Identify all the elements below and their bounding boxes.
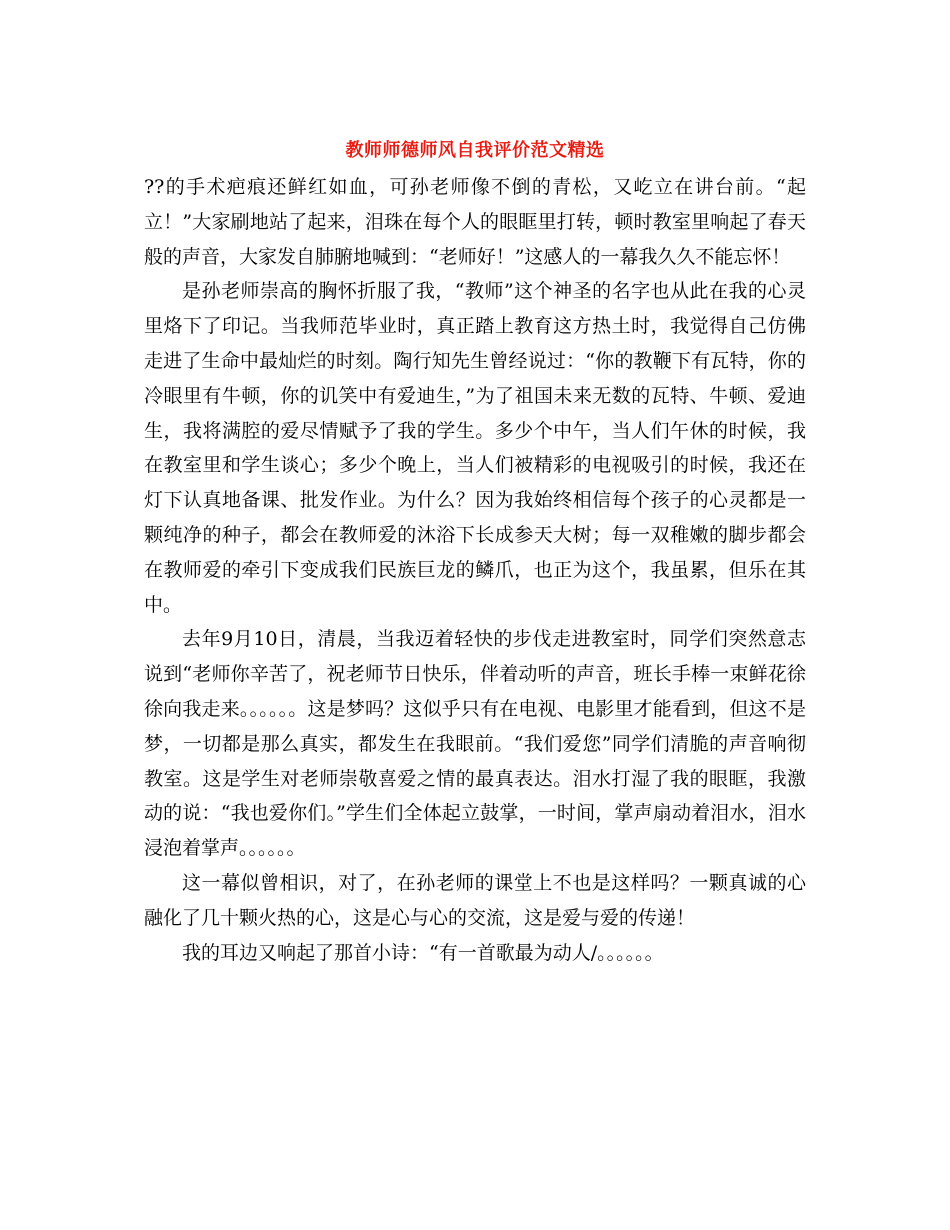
paragraph-4: 这一幕似曾相识，对了，在孙老师的课堂上不也是这样吗？一颗真诚的心融化了几十颗火热的心，这是心与心的交流，这是爱与爱的传递！	[144, 871, 806, 929]
paragraph-1: ??的手术疤痕还鲜红如血，可孙老师像不倒的青松，又屹立在讲台前。“起立！”大家刷地站了起来，泪珠在每个人的眼眶里打转，顿时教室里响起了春天般的声音，大家发自肺腑地喊到：“老师好！”这感人的一幕我久久不能忘怀！	[144, 176, 806, 268]
document-body	[144, 170, 806, 970]
paragraph-2: 是孙老师崇高的胸怀折服了我，“教师”这个神圣的名字也从此在我的心灵里烙下了印记。当我师范毕业时，真正踏上教育这方热土时，我觉得自己仿佛走进了生命中最灿烂的时刻。陶行知先生曾经说过：“你的教鞭下有瓦特，你的冷眼里有牛顿，你的讥笑中有爱迪生，”为了祖国未来无数的瓦特、牛顿、爱迪生，我将满腔的爱尽情赋予了我的学生。多少个中午，当人们午休的时候，我在教室里和学生谈心；多少个晚上，当人们被精彩的电视吸引的时候，我还在灯下认真地备课、批发作业。为什么？因为我始终相信每个孩子的心灵都是一颗纯净的种子，都会在教师爱的沐浴下长成参天大树；每一双稚嫩的脚步都会在教师爱的牵引下变成我们民族巨龙的鳞爪，也正为这个，我虽累，但乐在其中。	[144, 280, 806, 616]
paragraph-5: 我的耳边又响起了那首小诗：“有一首歌最为动人/。。。。。。	[182, 941, 664, 964]
document-title: 教师师德师风自我评价范文精选	[345, 140, 605, 161]
paragraph-3: 去年9月10日，清晨，当我迈着轻快的步伐走进教室时，同学们突然意志说到“老师你辛苦了，祝老师节日快乐，伴着动听的声音，班长手棒一束鲜花徐徐向我走来。。。。。。这是梦吗？这似乎只有在电视、电影里才能看到，但这不是梦，一切都是那么真实，都发生在我眼前。“我们爱您”同学们清脆的声音响彻教室。这是学生对老师崇敬喜爱之情的最真表达。泪水打湿了我的眼眶，我激动的说：“我也爱你们。”学生们全体起立鼓掌，一时间，掌声扇动着泪水，泪水浸泡着掌声。。。。。。	[144, 628, 806, 860]
